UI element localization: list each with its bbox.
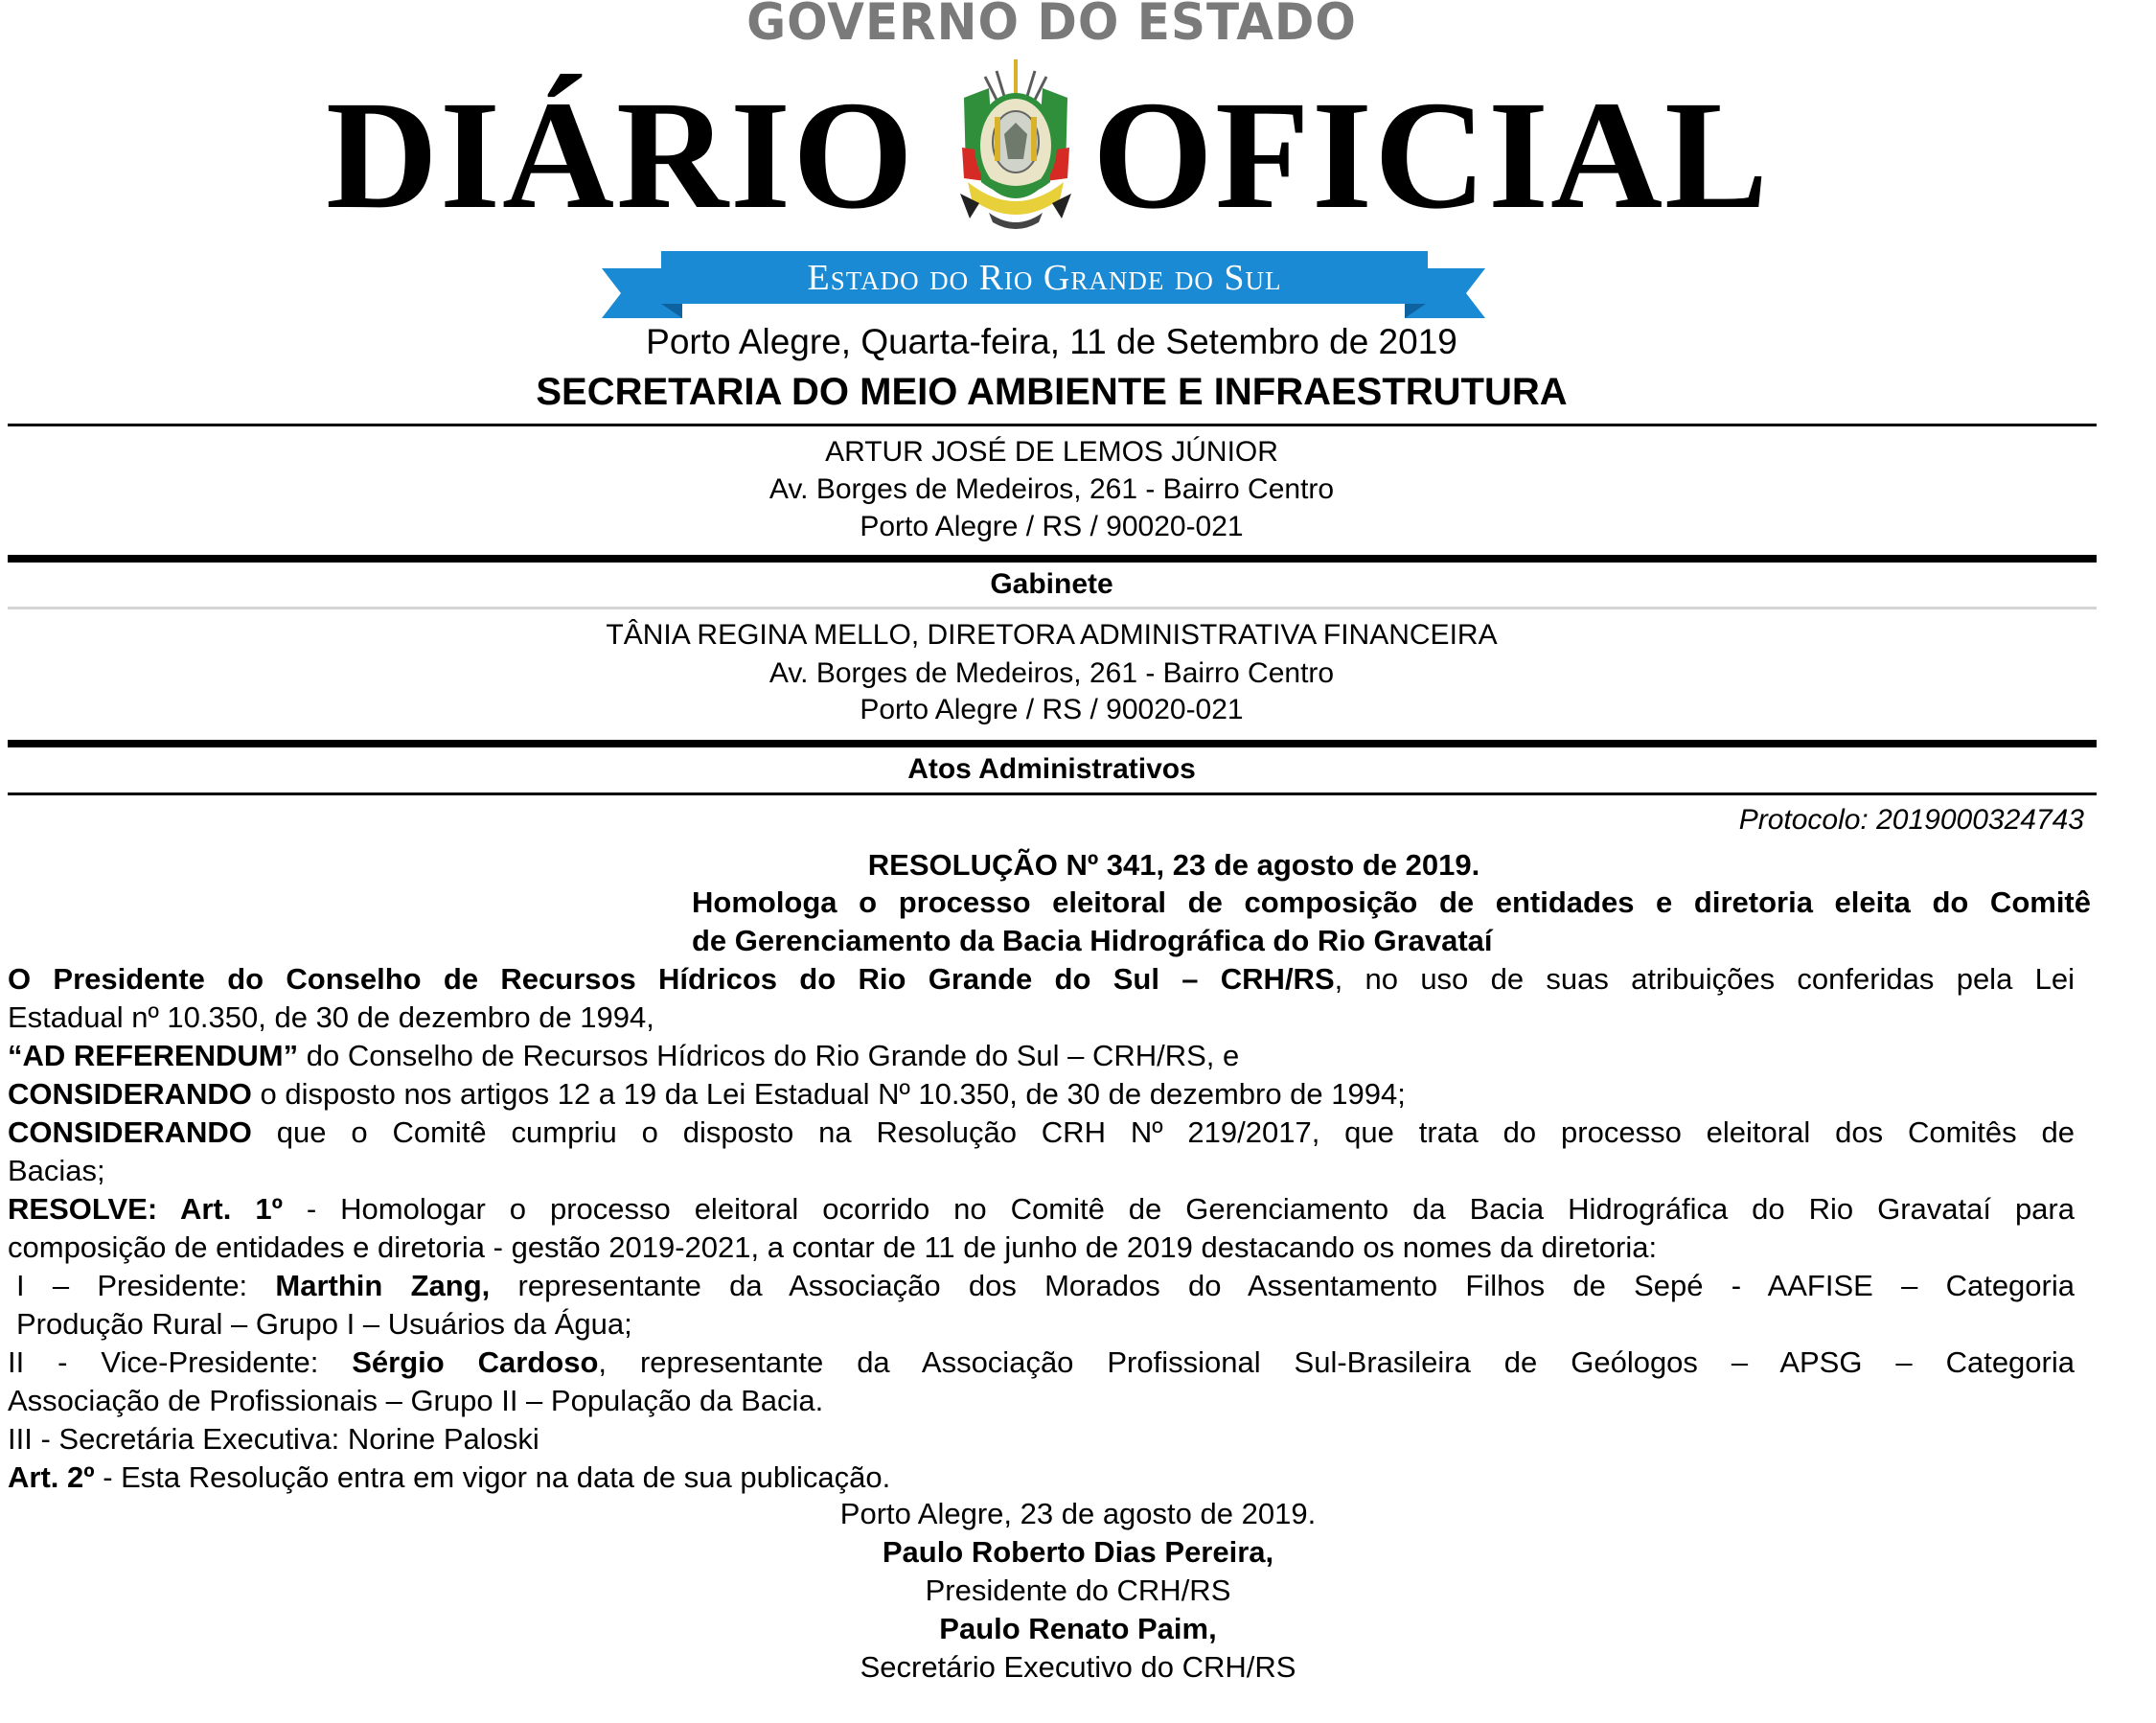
resolucao-ementa-line2: de Gerenciamento da Bacia Hidrográfica do Rio Gravataí [692, 924, 1493, 957]
text: Bacias; [8, 1154, 105, 1187]
divider [8, 793, 2097, 795]
bold-text: “AD REFERENDUM” [8, 1039, 299, 1072]
text: , no uso de suas atribuições conferidas pela Lei [1334, 962, 2075, 996]
secretaria-head: ARTUR JOSÉ DE LEMOS JÚNIOR [825, 436, 1278, 468]
text: Produção Rural – Grupo I – Usuários da Água; [16, 1307, 632, 1341]
bold-text: CONSIDERANDO [8, 1077, 252, 1111]
text: composição de entidades e diretoria - gestão 2019-2021, a contar de 11 de junho de 2019 destacando os nomes da diretoria: [8, 1230, 1658, 1264]
gabinete-address-line2: Porto Alegre / RS / 90020-021 [860, 694, 1244, 725]
text: que o Comitê cumpriu o disposto na Resolução CRH Nº 219/2017, que trata do processo eleitoral dos Comitês de [251, 1115, 2075, 1149]
body-line [8, 962, 2075, 997]
banner-text: Estado do Rio Grande do Sul [807, 257, 1282, 298]
text: Estadual nº 10.350, de 30 de dezembro de 1994, [8, 1000, 654, 1034]
resolucao-ementa-line1: Homologa o processo eleitoral de composição de entidades e diretoria eleita do Comitê [692, 885, 2091, 919]
text: - Esta Resolução entra em vigor na data de sua publicação. [94, 1460, 891, 1494]
body-line [8, 1077, 2075, 1112]
body-line [8, 1154, 2075, 1188]
section-atos-administrativos: Atos Administrativos [907, 753, 1196, 785]
masthead-title-right: OFICIAL [1092, 70, 1771, 241]
text: II - Vice-Presidente: [8, 1345, 353, 1379]
text: do Conselho de Recursos Hídricos do Rio Grande do Sul – CRH/RS, e [298, 1039, 1240, 1072]
masthead-overline: GOVERNO DO ESTADO [746, 0, 1357, 52]
bold-text: O Presidente do Conselho de Recursos Hídricos do Rio Grande do Sul – CRH/RS [8, 962, 1335, 996]
body-line [8, 1345, 2075, 1380]
edition-date: Porto Alegre, Quarta-feira, 11 de Setembro de 2019 [646, 322, 1457, 361]
body-line [8, 1039, 2075, 1073]
signatory-role-1: Presidente do CRH/RS [925, 1574, 1231, 1607]
body-line [8, 1384, 2075, 1418]
text: III - Secretária Executiva: Norine Paloski [8, 1422, 539, 1456]
bold-text: RESOLVE: Art. 1º [8, 1192, 283, 1226]
text: Associação de Profissionais – Grupo II – População da Bacia. [8, 1384, 824, 1417]
body-line [8, 1192, 2075, 1227]
bold-text: CONSIDERANDO [8, 1115, 252, 1149]
resolucao-title: RESOLUÇÃO Nº 341, 23 de agosto de 2019. [867, 848, 1480, 882]
secretaria-address-line1: Av. Borges de Medeiros, 261 - Bairro Centro [768, 473, 1335, 505]
body-line [8, 1000, 2075, 1035]
body-line [8, 1422, 2075, 1457]
text: , representante da Associação Profissional Sul-Brasileira de Geólogos – APSG – Categoria [598, 1345, 2075, 1379]
divider-thick [8, 555, 2097, 563]
divider-light [8, 607, 2097, 609]
signatory-name-1: Paulo Roberto Dias Pereira, [882, 1535, 1274, 1569]
divider-thick [8, 740, 2097, 747]
coat-of-arms-icon [956, 59, 1075, 234]
masthead-title-left: DIÁRIO [326, 70, 916, 241]
divider [8, 424, 2097, 426]
secretaria-address-line2: Porto Alegre / RS / 90020-021 [860, 511, 1244, 542]
signatory-name-2: Paulo Renato Paim, [939, 1612, 1217, 1645]
text: - Homologar o processo eleitoral ocorrido no Comitê de Gerenciamento da Bacia Hidrográfica do Rio Gravataí para [282, 1192, 2075, 1226]
text: I – Presidente: [16, 1269, 276, 1302]
text: o disposto nos artigos 12 a 19 da Lei Estadual Nº 10.350, de 30 de dezembro de 1994; [251, 1077, 1406, 1111]
body-line [8, 1460, 2075, 1495]
text: representante da Associação dos Morados do Assentamento Filhos de Sepé - AAFISE – Categoria [490, 1269, 2075, 1302]
section-gabinete: Gabinete [990, 568, 1113, 600]
bold-text: Marthin Zang, [275, 1269, 491, 1302]
body-line [16, 1269, 2075, 1303]
signature-place-date: Porto Alegre, 23 de agosto de 2019. [839, 1497, 1317, 1530]
body-line [16, 1307, 2075, 1342]
gabinete-address-line1: Av. Borges de Medeiros, 261 - Bairro Centro [768, 657, 1335, 689]
bold-text: Art. 2º [8, 1460, 95, 1494]
secretaria-title: SECRETARIA DO MEIO AMBIENTE E INFRAESTRUTURA [536, 371, 1568, 413]
signatory-role-2: Secretário Executivo do CRH/RS [860, 1650, 1296, 1684]
protocolo-number: Protocolo: 2019000324743 [1738, 804, 2084, 836]
gabinete-head: TÂNIA REGINA MELLO, DIRETORA ADMINISTRATIVA FINANCEIRA [606, 619, 1498, 651]
body-line [8, 1115, 2075, 1150]
bold-text: Sérgio Cardoso [352, 1345, 599, 1379]
body-line [8, 1230, 2075, 1265]
